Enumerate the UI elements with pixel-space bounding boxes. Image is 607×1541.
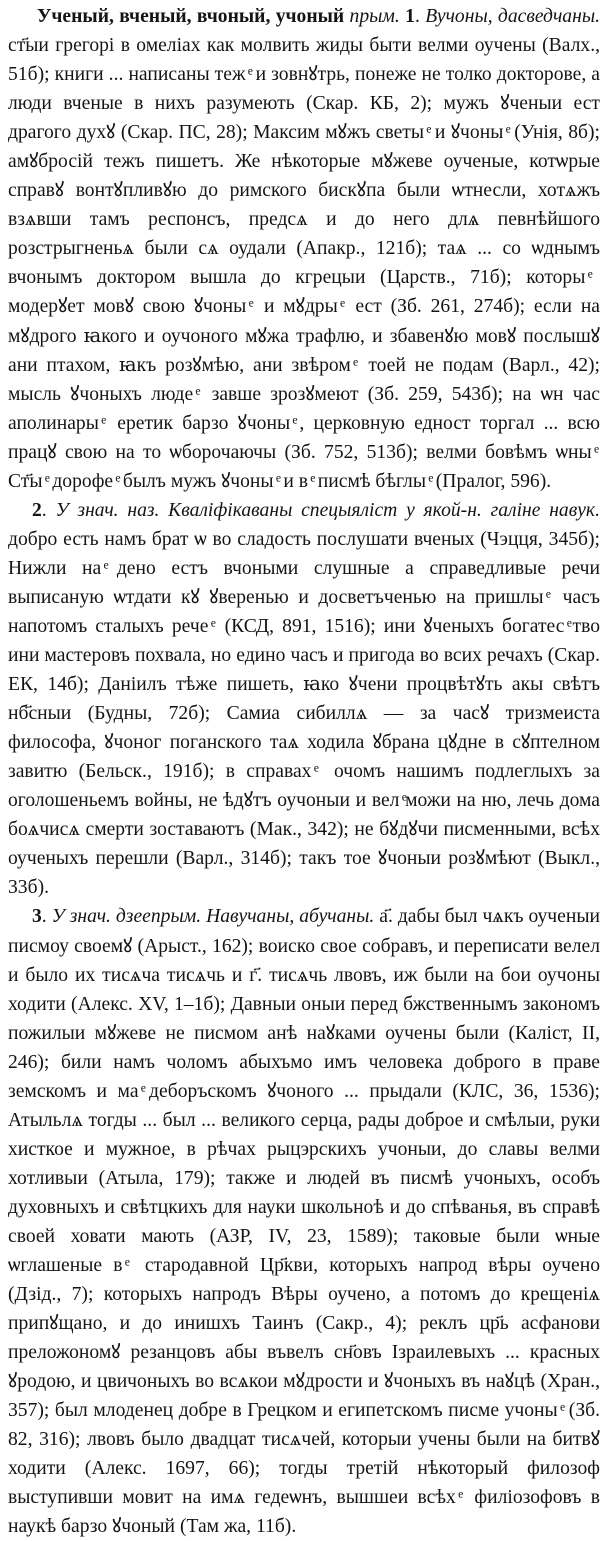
sense-gloss: У знач. дзеепрым. Навучаны, абучаны. [51, 906, 375, 928]
sense-number: 2 [32, 499, 42, 521]
dictionary-page [8, 2, 600, 1541]
entry-sense-3: 3. У знач. дзеепрым. Навучаны, абучаны. а҃. дабы был чѧкъ оученыи писмоу своемꙋ (Арыст., 162); воиско свое собравъ, и переписати велел и было их тисѧча тисѧчь и г҃. тисѧчь лвовъ, иж были на бои оучоны ходити (Алекс. XV, 1–1б); Давныи оныи перед бжственнымъ закономъ пожилыи мꙋжеве не писмом анѣ наꙋками оучены были (Каліст, II, 246); били намъ чоломъ абыхъмо имъ человека доброго в праве земскомъ и ма ͤдеборъскомъ ꙋчоного ... прыдали (КЛС, 36, 1536); Атыльлѧ тогды ... был ... великого серца, рады доброе и смѣлыи, руки хисткое и мужное, в рѣчах рыцэрскихъ учоныи, до славы велми хотливыи (Атыла, 179); также и людей въ писмѣ учоныхъ, особъ духовныхъ и свѣтцкихъ для науки школьноѣ и до спѣванья, въ справѣ своей ховати мають (АЗР, IV, 23, 1589); таковые были ѡные ѡглашеные в ͤ стародавной Цр҃кви, которыхъ напрод вѣры оучено (Дзід., 7); которыхъ напродъ Вѣры оучено, а потомъ до крещеніѧ припꙋщано, и до инишхъ Таинъ (Сакр., 4); реклъ цр҃ь асфанови преложономꙋ резанцовъ абы въвелъ сн҃овъ Ізраилевыхъ ... красных ꙋродою, и цвичоныхъ во всѧкои мꙋдрости и ꙋчоныхъ въ наꙋцѣ (Хран., 357); был млоденец добре в Грецком и египетскомъ писме учоны ͤ (Зб. 82, 316); лвовъ было двадцат тисѧчей, которыи учены были на битвꙋ ходити (Алекс. 1697, 66); тогды третій нѣкоторый филозоф выступивши мовит на имѧ гедеѡнъ, вышшеи всѣх ͤ филіозофовъ в наукѣ барзо ꙋчоный (Там жа, 11б). [8, 906, 600, 1538]
sense-number: 3 [32, 906, 42, 928]
entry-headword: Ученый, вченый, вчоный, учоный [37, 6, 345, 27]
sense-gloss: У знач. наз. Кваліфікаваны спецыяліст у якой-н. галіне навук. [55, 499, 600, 521]
entry-sense-2: 2. У знач. наз. Кваліфікаваны спецыяліст у якой-н. галіне навук. добро есть намъ брат ѡ во сладость послушати вченых (Чэцця, 345б); Нижли на ͤдено естъ вчоными слушные а справедливые речи выписаную ѡтдати кꙋ ꙋверенью и досветъченью на пришлы ͤ часъ напотомъ сталыхъ рече ͤ (КСД, 891, 1516); ини ꙋченыхъ богатес ͤтво ини мастеровъ похвала, но едино часъ и пригода во всих речахъ (Скар. ЕК, 14б); Даніилъ тѣже пишеть, ꙗко ꙋчени процвѣтꙋть акы свѣтъ нб҃сныи (Будны, 72б); Самиа сибиллѧ — за часꙋ тризмеиста философа, ꙋчоног поганского таѧ ходила ꙋбрана цꙋдне в сꙋптелном завитю (Бельск., 191б); в справах ͤ очомъ нашимъ подлеглыхъ за оголошеньемъ войны, не ѣдꙋтъ оучоныи и вел ͤможи на ню, лечь дома боѧчисѧ смерти зоставаютъ (Мак., 342); не бꙋдꙋчи писменными, всѣх оученыхъ перешли (Варл., 314б); такъ тое ꙋчоныи розꙋмѣют (Выкл., 33б). [8, 499, 600, 899]
sense-citations: добро есть намъ брат ѡ во сладость послушати вченых (Чэцця, 345б); Нижли на ͤдено естъ вчоными слушные а справедливые речи выписаную ѡтдати кꙋ ꙋверенью и досветъченью на пришлы ͤ часъ напотомъ сталыхъ рече ͤ (КСД, 891, 1516); ини ꙋченыхъ богатес ͤтво ини мастеровъ похвала, но едино часъ и пригода во всих речахъ (Скар. ЕК, 14б); Даніилъ тѣже пишеть, ꙗко ꙋчени процвѣтꙋть акы свѣтъ нб҃сныи (Будны, 72б); Самиа сибиллѧ — за часꙋ тризмеиста философа, ꙋчоног поганского таѧ ходила ꙋбрана цꙋдне в сꙋптелном завитю (Бельск., 191б); в справах ͤ очомъ нашимъ подлеглыхъ за оголошеньемъ войны, не ѣдꙋтъ оучоныи и вел ͤможи на ню, лечь дома боѧчисѧ смерти зоставаютъ (Мак., 342); не бꙋдꙋчи писменными, всѣх оученыхъ перешли (Варл., 314б); такъ тое ꙋчоныи розꙋмѣют (Выкл., 33б). [8, 528, 600, 899]
entry-sense-1: Ученый, вченый, вчоный, учоный прым. 1. Вучоны, дасведчаны. ст҃ыи грегорі в омеліах как молвить жиды быти велми оучены (Валх., 51б); книги ... написаны теж ͤ и зовнꙋтрь, понеже не толко докторове, а люди вченые в нихъ разумеють (Скар. КБ, 2); мужъ ꙋченыи ест драгого духꙋ (Скар. ПС, 28); Максим мꙋжъ светы ͤ и ꙋчоны ͤ (Унія, 8б); амꙋбросій тежъ пишетъ. Же нѣкоторые мꙋжеве оученые, котѡрые справꙋ вонтꙋпливꙋю до римского бискꙋпа были ѡтнесли, хотѧжъ взѧвши тамъ респонсъ, предсѧ и до него длѧ певнѣйшого розстрыгненьѧ были сѧ оудали (Апакр., 121б); таѧ ... со ѡднымъ вчонымъ доктором вышла до кгрецыи (Царств., 71б); которы ͤ модерꙋет мовꙋ свою ꙋчоны ͤ и мꙋдры ͤ ест (Зб. 261, 274б); если на мꙋдрого ꙗкого и оучоного мꙋжа трафлю, и збавенꙋю мовꙋ послышꙋ ани птахом, ꙗкъ розꙋмѣю, ани звѣром ͤ тоей не подам (Варл., 42); мысль ꙋчоныхъ люде ͤ завше зрозꙋмеют (Зб. 259, 543б); на ѡн час аполинары ͤ еретик барзо ꙋчоны ͤ, церковную едност торгал ... всю працꙋ свою на то ѡборочаючы (Зб. 752, 513б); велми бовѣмъ ѡны ͤ Ст҃ы ͤ дорофе ͤ былъ мужъ ꙋчоны ͤ и в ͤ писмѣ бѣглы ͤ (Пралог, 596). [8, 6, 600, 492]
sense-citations: ст҃ыи грегорі в омеліах как молвить жиды быти велми оучены (Валх., 51б); книги ... написаны теж ͤ и зовнꙋтрь, понеже не толко докторове, а люди вченые в нихъ разумеють (Скар. КБ, 2); мужъ ꙋченыи ест драгого духꙋ (Скар. ПС, 28); Максим мꙋжъ светы ͤ и ꙋчоны ͤ (Унія, 8б); амꙋбросій тежъ пишетъ. Же нѣкоторые мꙋжеве оученые, котѡрые справꙋ вонтꙋпливꙋю до римского бискꙋпа были ѡтнесли, хотѧжъ взѧвши тамъ респонсъ, предсѧ и до него длѧ певнѣйшого розстрыгненьѧ были сѧ оудали (Апакр., 121б); таѧ ... со ѡднымъ вчонымъ доктором вышла до кгрецыи (Царств., 71б); которы ͤ модерꙋет мовꙋ свою ꙋчоны ͤ и мꙋдры ͤ ест (Зб. 261, 274б); если на мꙋдрого ꙗкого и оучоного мꙋжа трафлю, и збавенꙋю мовꙋ послышꙋ ани птахом, ꙗкъ розꙋмѣю, ани звѣром ͤ тоей не подам (Варл., 42); мысль ꙋчоныхъ люде ͤ завше зрозꙋмеют (Зб. 259, 543б); на ѡн час аполинары ͤ еретик барзо ꙋчоны ͤ, церковную едност торгал ... всю працꙋ свою на то ѡборочаючы (Зб. 752, 513б); велми бовѣмъ ѡны ͤ Ст҃ы ͤ дорофе ͤ былъ мужъ ꙋчоны ͤ и в ͤ писмѣ бѣглы ͤ (Пралог, 596). [8, 35, 600, 492]
sense-gloss: Вучоны, дасведчаны. [425, 6, 600, 27]
sense-number: 1 [405, 6, 415, 27]
part-of-speech-label: прым. [349, 6, 400, 27]
sense-citations: а҃. дабы был чѧкъ оученыи писмоу своемꙋ (Арыст., 162); воиско свое собравъ, и переписати велел и было их тисѧча тисѧчь и г҃. тисѧчь лвовъ, иж были на бои оучоны ходити (Алекс. XV, 1–1б); Давныи оныи перед бжственнымъ закономъ пожилыи мꙋжеве не писмом анѣ наꙋками оучены были (Каліст, II, 246); били намъ чоломъ абыхъмо имъ человека доброго в праве земскомъ и ма ͤдеборъскомъ ꙋчоного ... прыдали (КЛС, 36, 1536); Атыльлѧ тогды ... был ... великого серца, рады доброе и смѣлыи, руки хисткое и мужное, в рѣчах рыцэрскихъ учоныи, до славы велми хотливыи (Атыла, 179); также и людей въ писмѣ учоныхъ, особъ духовныхъ и свѣтцкихъ для науки школьноѣ и до спѣванья, въ справѣ своей ховати мають (АЗР, IV, 23, 1589); таковые были ѡные ѡглашеные в ͤ стародавной Цр҃кви, которыхъ напрод вѣры оучено (Дзід., 7); которыхъ напродъ Вѣры оучено, а потомъ до крещеніѧ припꙋщано, и до инишхъ Таинъ (Сакр., 4); реклъ цр҃ь асфанови преложономꙋ резанцовъ абы въвелъ сн҃овъ Ізраилевыхъ ... красных ꙋродою, и цвичоныхъ во всѧкои мꙋдрости и ꙋчоныхъ въ наꙋцѣ (Хран., 357); был млоденец добре в Грецком и египетскомъ писме учоны ͤ (Зб. 82, 316); лвовъ было двадцат тисѧчей, которыи учены были на битвꙋ ходити (Алекс. 1697, 66); тогды третій нѣкоторый филозоф выступивши мовит на имѧ гедеѡнъ, вышшеи всѣх ͤ филіозофовъ в наукѣ барзо ꙋчоный (Там жа, 11б). [8, 906, 600, 1538]
